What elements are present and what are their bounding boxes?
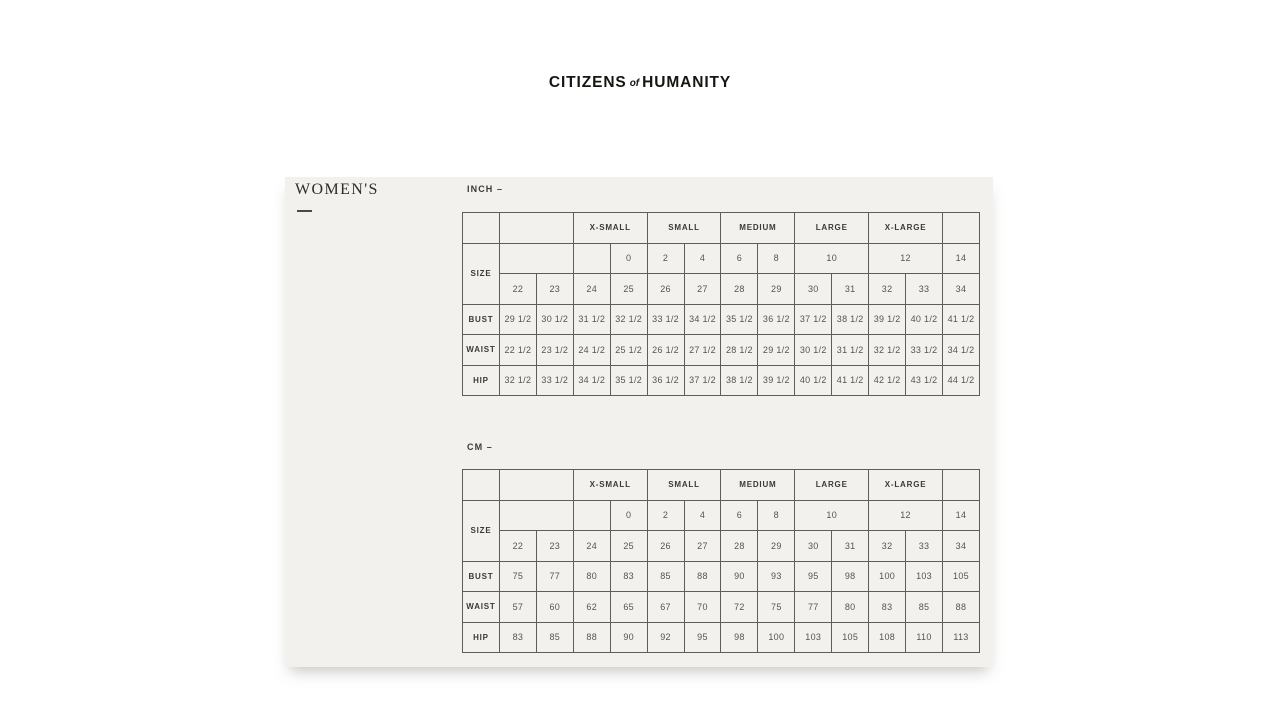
- us-size-cell: 4: [684, 243, 721, 274]
- measurement-value-cell: 62: [573, 592, 610, 623]
- measurement-value-cell: 57: [499, 592, 536, 623]
- womens-heading: WOMEN'S: [295, 181, 379, 198]
- numeric-size-row: [463, 531, 980, 562]
- measurement-value-cell: 110: [906, 622, 943, 653]
- us-size-cell: 6: [721, 500, 758, 531]
- empty-cell: [499, 470, 573, 501]
- inch-size-table: [462, 212, 980, 396]
- measurement-value-cell: 23 1/2: [536, 335, 573, 366]
- size-label-cell: SIZE: [463, 500, 500, 561]
- measurement-row: [463, 365, 980, 396]
- measurement-row: [463, 335, 980, 366]
- size-label-cell: SIZE: [463, 243, 500, 304]
- size-group-header-cell: SMALL: [647, 213, 721, 244]
- measurement-value-cell: 29 1/2: [758, 335, 795, 366]
- us-size-cell: 14: [942, 500, 979, 531]
- size-group-header-row: [463, 213, 980, 244]
- measurement-value-cell: 40 1/2: [795, 365, 832, 396]
- size-group-header-row: [463, 470, 980, 501]
- measurement-value-cell: 75: [758, 592, 795, 623]
- numeric-size-cell: 25: [610, 531, 647, 562]
- measurement-value-cell: 30 1/2: [795, 335, 832, 366]
- logo-citizens: CITIZENS: [548, 74, 627, 91]
- numeric-size-cell: 23: [536, 274, 573, 305]
- measurement-value-cell: 38 1/2: [721, 365, 758, 396]
- numeric-size-cell: 23: [536, 531, 573, 562]
- measurement-value-cell: 22 1/2: [499, 335, 536, 366]
- measurement-value-cell: 34 1/2: [573, 365, 610, 396]
- numeric-size-cell: 27: [684, 531, 721, 562]
- us-size-cell: 14: [942, 243, 979, 274]
- us-size-row: [463, 243, 980, 274]
- measurement-label-cell: BUST: [463, 304, 500, 335]
- measurement-value-cell: 37 1/2: [684, 365, 721, 396]
- measurement-value-cell: 28 1/2: [721, 335, 758, 366]
- measurement-row: [463, 622, 980, 653]
- measurement-value-cell: 44 1/2: [942, 365, 979, 396]
- empty-cell: [463, 213, 500, 244]
- measurement-value-cell: 72: [721, 592, 758, 623]
- measurement-value-cell: 90: [610, 622, 647, 653]
- us-size-cell: 0: [610, 243, 647, 274]
- numeric-size-cell: 32: [869, 531, 906, 562]
- us-size-cell: 12: [869, 243, 943, 274]
- empty-cell: [942, 213, 979, 244]
- size-group-header-cell: MEDIUM: [721, 213, 795, 244]
- us-size-cell: 2: [647, 500, 684, 531]
- numeric-size-cell: 30: [795, 274, 832, 305]
- numeric-size-cell: 24: [573, 274, 610, 305]
- measurement-label-cell: HIP: [463, 622, 500, 653]
- measurement-value-cell: 43 1/2: [906, 365, 943, 396]
- numeric-size-cell: 26: [647, 274, 684, 305]
- measurement-value-cell: 39 1/2: [758, 365, 795, 396]
- measurement-row: [463, 592, 980, 623]
- empty-cell: [463, 470, 500, 501]
- numeric-size-cell: 30: [795, 531, 832, 562]
- numeric-size-cell: 28: [721, 274, 758, 305]
- measurement-value-cell: 27 1/2: [684, 335, 721, 366]
- empty-cell: [499, 243, 573, 274]
- size-group-header-cell: X-SMALL: [573, 470, 647, 501]
- measurement-value-cell: 88: [942, 592, 979, 623]
- measurement-value-cell: 32 1/2: [869, 335, 906, 366]
- measurement-value-cell: 34 1/2: [942, 335, 979, 366]
- measurement-value-cell: 95: [684, 622, 721, 653]
- us-size-cell: 0: [610, 500, 647, 531]
- us-size-cell: 12: [869, 500, 943, 531]
- measurement-label-cell: BUST: [463, 561, 500, 592]
- size-group-header-cell: X-LARGE: [869, 470, 943, 501]
- measurement-value-cell: 35 1/2: [721, 304, 758, 335]
- measurement-label-cell: WAIST: [463, 335, 500, 366]
- measurement-value-cell: 30 1/2: [536, 304, 573, 335]
- measurement-value-cell: 31 1/2: [832, 335, 869, 366]
- us-size-cell: 2: [647, 243, 684, 274]
- empty-cell: [573, 500, 610, 531]
- numeric-size-cell: 27: [684, 274, 721, 305]
- numeric-size-cell: 29: [758, 531, 795, 562]
- measurement-value-cell: 100: [758, 622, 795, 653]
- cm-table-label: CM –: [467, 442, 493, 452]
- numeric-size-cell: 22: [499, 531, 536, 562]
- measurement-value-cell: 37 1/2: [795, 304, 832, 335]
- measurement-value-cell: 88: [684, 561, 721, 592]
- measurement-value-cell: 33 1/2: [647, 304, 684, 335]
- numeric-size-cell: 31: [832, 531, 869, 562]
- size-group-header-cell: SMALL: [647, 470, 721, 501]
- measurement-value-cell: 34 1/2: [684, 304, 721, 335]
- measurement-value-cell: 70: [684, 592, 721, 623]
- numeric-size-cell: 25: [610, 274, 647, 305]
- measurement-label-cell: WAIST: [463, 592, 500, 623]
- measurement-value-cell: 32 1/2: [499, 365, 536, 396]
- measurement-value-cell: 26 1/2: [647, 335, 684, 366]
- measurement-value-cell: 98: [832, 561, 869, 592]
- measurement-value-cell: 90: [721, 561, 758, 592]
- cm-size-table: [462, 469, 980, 653]
- measurement-value-cell: 85: [536, 622, 573, 653]
- numeric-size-cell: 31: [832, 274, 869, 305]
- measurement-value-cell: 85: [906, 592, 943, 623]
- measurement-value-cell: 83: [499, 622, 536, 653]
- measurement-value-cell: 29 1/2: [499, 304, 536, 335]
- measurement-value-cell: 33 1/2: [906, 335, 943, 366]
- size-group-header-cell: X-SMALL: [573, 213, 647, 244]
- measurement-value-cell: 75: [499, 561, 536, 592]
- measurement-value-cell: 103: [906, 561, 943, 592]
- size-group-header-cell: LARGE: [795, 470, 869, 501]
- measurement-value-cell: 105: [832, 622, 869, 653]
- size-group-header-cell: MEDIUM: [721, 470, 795, 501]
- measurement-value-cell: 38 1/2: [832, 304, 869, 335]
- measurement-value-cell: 77: [795, 592, 832, 623]
- size-guide-panel: [285, 177, 993, 667]
- measurement-value-cell: 100: [869, 561, 906, 592]
- numeric-size-cell: 28: [721, 531, 758, 562]
- measurement-value-cell: 108: [869, 622, 906, 653]
- measurement-row: [463, 304, 980, 335]
- empty-cell: [499, 500, 573, 531]
- inch-table-label: INCH –: [467, 184, 504, 194]
- measurement-value-cell: 25 1/2: [610, 335, 647, 366]
- measurement-value-cell: 65: [610, 592, 647, 623]
- us-size-cell: 10: [795, 500, 869, 531]
- us-size-cell: 10: [795, 243, 869, 274]
- measurement-value-cell: 41 1/2: [942, 304, 979, 335]
- us-size-cell: 8: [758, 243, 795, 274]
- numeric-size-cell: 32: [869, 274, 906, 305]
- logo-of: of: [629, 78, 640, 89]
- measurement-value-cell: 113: [942, 622, 979, 653]
- numeric-size-cell: 34: [942, 274, 979, 305]
- measurement-value-cell: 32 1/2: [610, 304, 647, 335]
- heading-underline-dash: [297, 210, 312, 212]
- measurement-value-cell: 105: [942, 561, 979, 592]
- measurement-value-cell: 85: [647, 561, 684, 592]
- measurement-value-cell: 40 1/2: [906, 304, 943, 335]
- measurement-value-cell: 88: [573, 622, 610, 653]
- measurement-value-cell: 41 1/2: [832, 365, 869, 396]
- logo-humanity: HUMANITY: [642, 74, 732, 91]
- measurement-value-cell: 31 1/2: [573, 304, 610, 335]
- numeric-size-cell: 34: [942, 531, 979, 562]
- measurement-value-cell: 80: [573, 561, 610, 592]
- measurement-value-cell: 93: [758, 561, 795, 592]
- measurement-value-cell: 95: [795, 561, 832, 592]
- measurement-value-cell: 80: [832, 592, 869, 623]
- us-size-cell: 6: [721, 243, 758, 274]
- measurement-value-cell: 60: [536, 592, 573, 623]
- measurement-label-cell: HIP: [463, 365, 500, 396]
- measurement-value-cell: 77: [536, 561, 573, 592]
- measurement-value-cell: 33 1/2: [536, 365, 573, 396]
- size-group-header-cell: LARGE: [795, 213, 869, 244]
- empty-cell: [573, 243, 610, 274]
- empty-cell: [499, 213, 573, 244]
- citizens-of-humanity-logo: [0, 74, 1280, 92]
- numeric-size-row: [463, 274, 980, 305]
- us-size-cell: 4: [684, 500, 721, 531]
- numeric-size-cell: 22: [499, 274, 536, 305]
- numeric-size-cell: 24: [573, 531, 610, 562]
- size-group-header-cell: X-LARGE: [869, 213, 943, 244]
- measurement-value-cell: 83: [610, 561, 647, 592]
- measurement-value-cell: 36 1/2: [647, 365, 684, 396]
- numeric-size-cell: 26: [647, 531, 684, 562]
- measurement-value-cell: 36 1/2: [758, 304, 795, 335]
- numeric-size-cell: 33: [906, 274, 943, 305]
- measurement-row: [463, 561, 980, 592]
- numeric-size-cell: 29: [758, 274, 795, 305]
- measurement-value-cell: 92: [647, 622, 684, 653]
- measurement-value-cell: 42 1/2: [869, 365, 906, 396]
- measurement-value-cell: 39 1/2: [869, 304, 906, 335]
- measurement-value-cell: 35 1/2: [610, 365, 647, 396]
- us-size-cell: 8: [758, 500, 795, 531]
- us-size-row: [463, 500, 980, 531]
- measurement-value-cell: 83: [869, 592, 906, 623]
- numeric-size-cell: 33: [906, 531, 943, 562]
- measurement-value-cell: 98: [721, 622, 758, 653]
- measurement-value-cell: 24 1/2: [573, 335, 610, 366]
- empty-cell: [942, 470, 979, 501]
- measurement-value-cell: 67: [647, 592, 684, 623]
- measurement-value-cell: 103: [795, 622, 832, 653]
